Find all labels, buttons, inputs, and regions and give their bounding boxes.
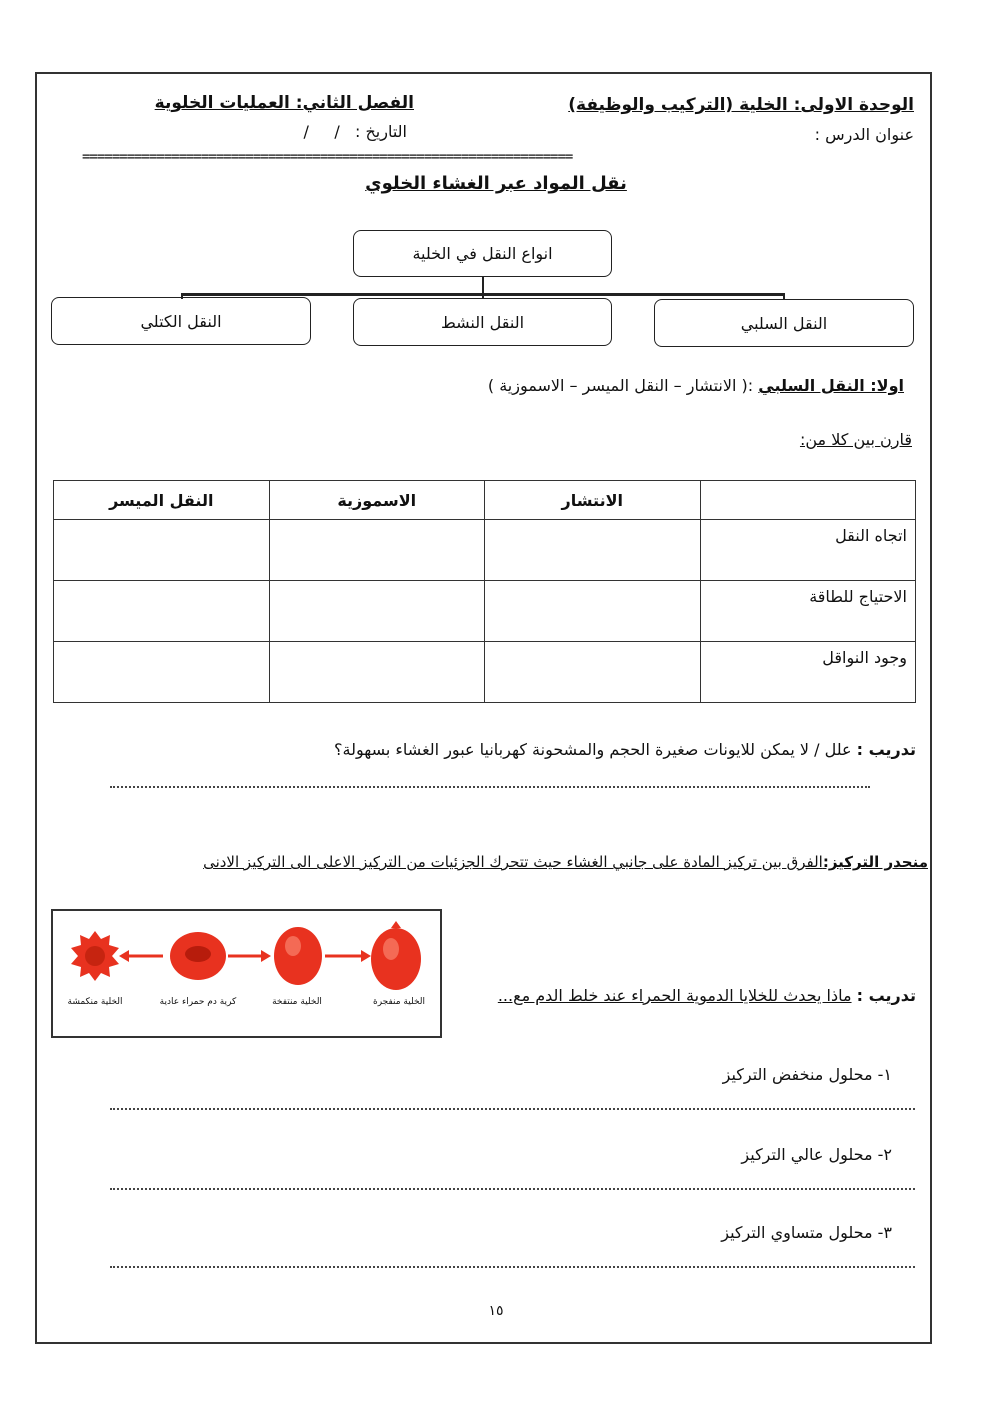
swollen-cell-icon (274, 927, 322, 985)
cell-figure-svg (53, 911, 440, 1036)
diagram-root-box (353, 230, 612, 277)
table-row (54, 520, 916, 581)
caption-burst: الخلية منفجرة (372, 997, 425, 1007)
table-header-cell: الاسموزية (269, 481, 485, 520)
arrow-head-icon (119, 950, 129, 962)
swollen-cell-highlight (285, 936, 301, 956)
gradient-line (203, 853, 928, 871)
burst-cell-rupture (391, 921, 401, 928)
exercise1-label: تدريب : (856, 740, 916, 759)
exercise2-label: تدريب : (856, 986, 916, 1005)
page-number: ١٥ (488, 1303, 504, 1319)
exercise1-line (334, 740, 916, 759)
cell-figure-box (51, 909, 442, 1038)
table-header-cell: الانتشار (485, 481, 701, 520)
diagram-child-active (353, 298, 612, 346)
lesson-label: عنوان الدرس : (814, 125, 914, 144)
table-cell[interactable] (485, 520, 701, 581)
exercise2-text: ماذا يحدث للخلايا الدموية الحمراء عند خلط الدم مع... (497, 986, 852, 1005)
separator-line: ================================================================== (82, 150, 573, 164)
option-hypertonic-answer-line[interactable] (110, 1188, 915, 1190)
diagram-child-bulk-label: النقل الكتلي (140, 311, 222, 331)
diagram-root-label: انواع النقل في الخلية (412, 244, 553, 263)
exercise1-answer-line[interactable] (110, 786, 870, 788)
option-hypotonic-answer-line[interactable] (110, 1108, 915, 1110)
section1-line (488, 376, 904, 395)
diagram-child-passive-label: النقل السلبي (740, 313, 828, 333)
section1-heading: اولا: النقل السلبي (758, 376, 904, 395)
lesson-title (0, 173, 992, 194)
table-cell[interactable] (485, 581, 701, 642)
table-cell[interactable] (269, 642, 485, 703)
lesson-title-text: نقل المواد عبر الغشاء الخلوي (365, 173, 627, 194)
table-header-cell (700, 481, 916, 520)
table-cell[interactable] (54, 642, 270, 703)
burst-cell-highlight (383, 938, 399, 960)
table-header-row (54, 481, 916, 520)
option-isotonic: ٣- محلول متساوي التركيز (721, 1223, 892, 1242)
exercise1-text: علل / لا يمكن للايونات صغيرة الحجم والمشحونة كهربانيا عبور الغشاء بسهولة؟ (334, 740, 852, 759)
table-header-cell: النقل الميسر (54, 481, 270, 520)
table-row-label: وجود النواقل (700, 642, 916, 703)
normal-rbc-center (185, 946, 211, 962)
option-isotonic-answer-line[interactable] (110, 1266, 915, 1268)
caption-crenated: الخلية منكمشة (67, 997, 123, 1007)
table-cell[interactable] (54, 581, 270, 642)
gradient-term: منحدر التركيز: (822, 853, 928, 871)
table-row (54, 581, 916, 642)
table-cell[interactable] (54, 520, 270, 581)
table-cell[interactable] (269, 520, 485, 581)
compare-label: قارن بين كلا من: (799, 430, 912, 449)
diagram-child-passive (654, 299, 914, 347)
burst-cell-icon (371, 928, 421, 990)
option-hypertonic: ٢- محلول عالي التركيز (741, 1145, 892, 1164)
caption-normal: كرية دم حمراء عادية (159, 997, 237, 1007)
caption-swollen: الخلية منتفخة (272, 997, 322, 1007)
comparison-table (53, 480, 916, 703)
diagram-child-active-label: النقل النشط (440, 312, 525, 332)
table-row-label: الاحتياج للطاقة (700, 581, 916, 642)
section1-detail: :( الانتشار – النقل الميسر – الاسموزية ) (487, 376, 754, 395)
table-cell[interactable] (269, 581, 485, 642)
table-row (54, 642, 916, 703)
gradient-definition: الفرق بين تركيز المادة على جانبي الغشاء حيث تتحرك الجزئيات من التركيز الاعلى الى التركيز الادنى (203, 853, 823, 871)
table-row-label: اتجاه النقل (700, 520, 916, 581)
unit-title: الوحدة الاولى: الخلية (التركيب والوظيفة) (568, 95, 914, 115)
arrow-head-icon (361, 950, 371, 962)
arrow-head-icon (261, 950, 271, 962)
date-label: التاريخ : / / (303, 122, 407, 141)
diagram-child-bulk (51, 297, 311, 345)
table-cell[interactable] (485, 642, 701, 703)
chapter-title: الفصل الثاني: العمليات الخلوية (154, 93, 414, 113)
option-hypotonic: ١- محلول منخفض التركيز (722, 1065, 892, 1084)
crenated-cell-core (85, 946, 105, 966)
exercise2-line (498, 986, 916, 1005)
